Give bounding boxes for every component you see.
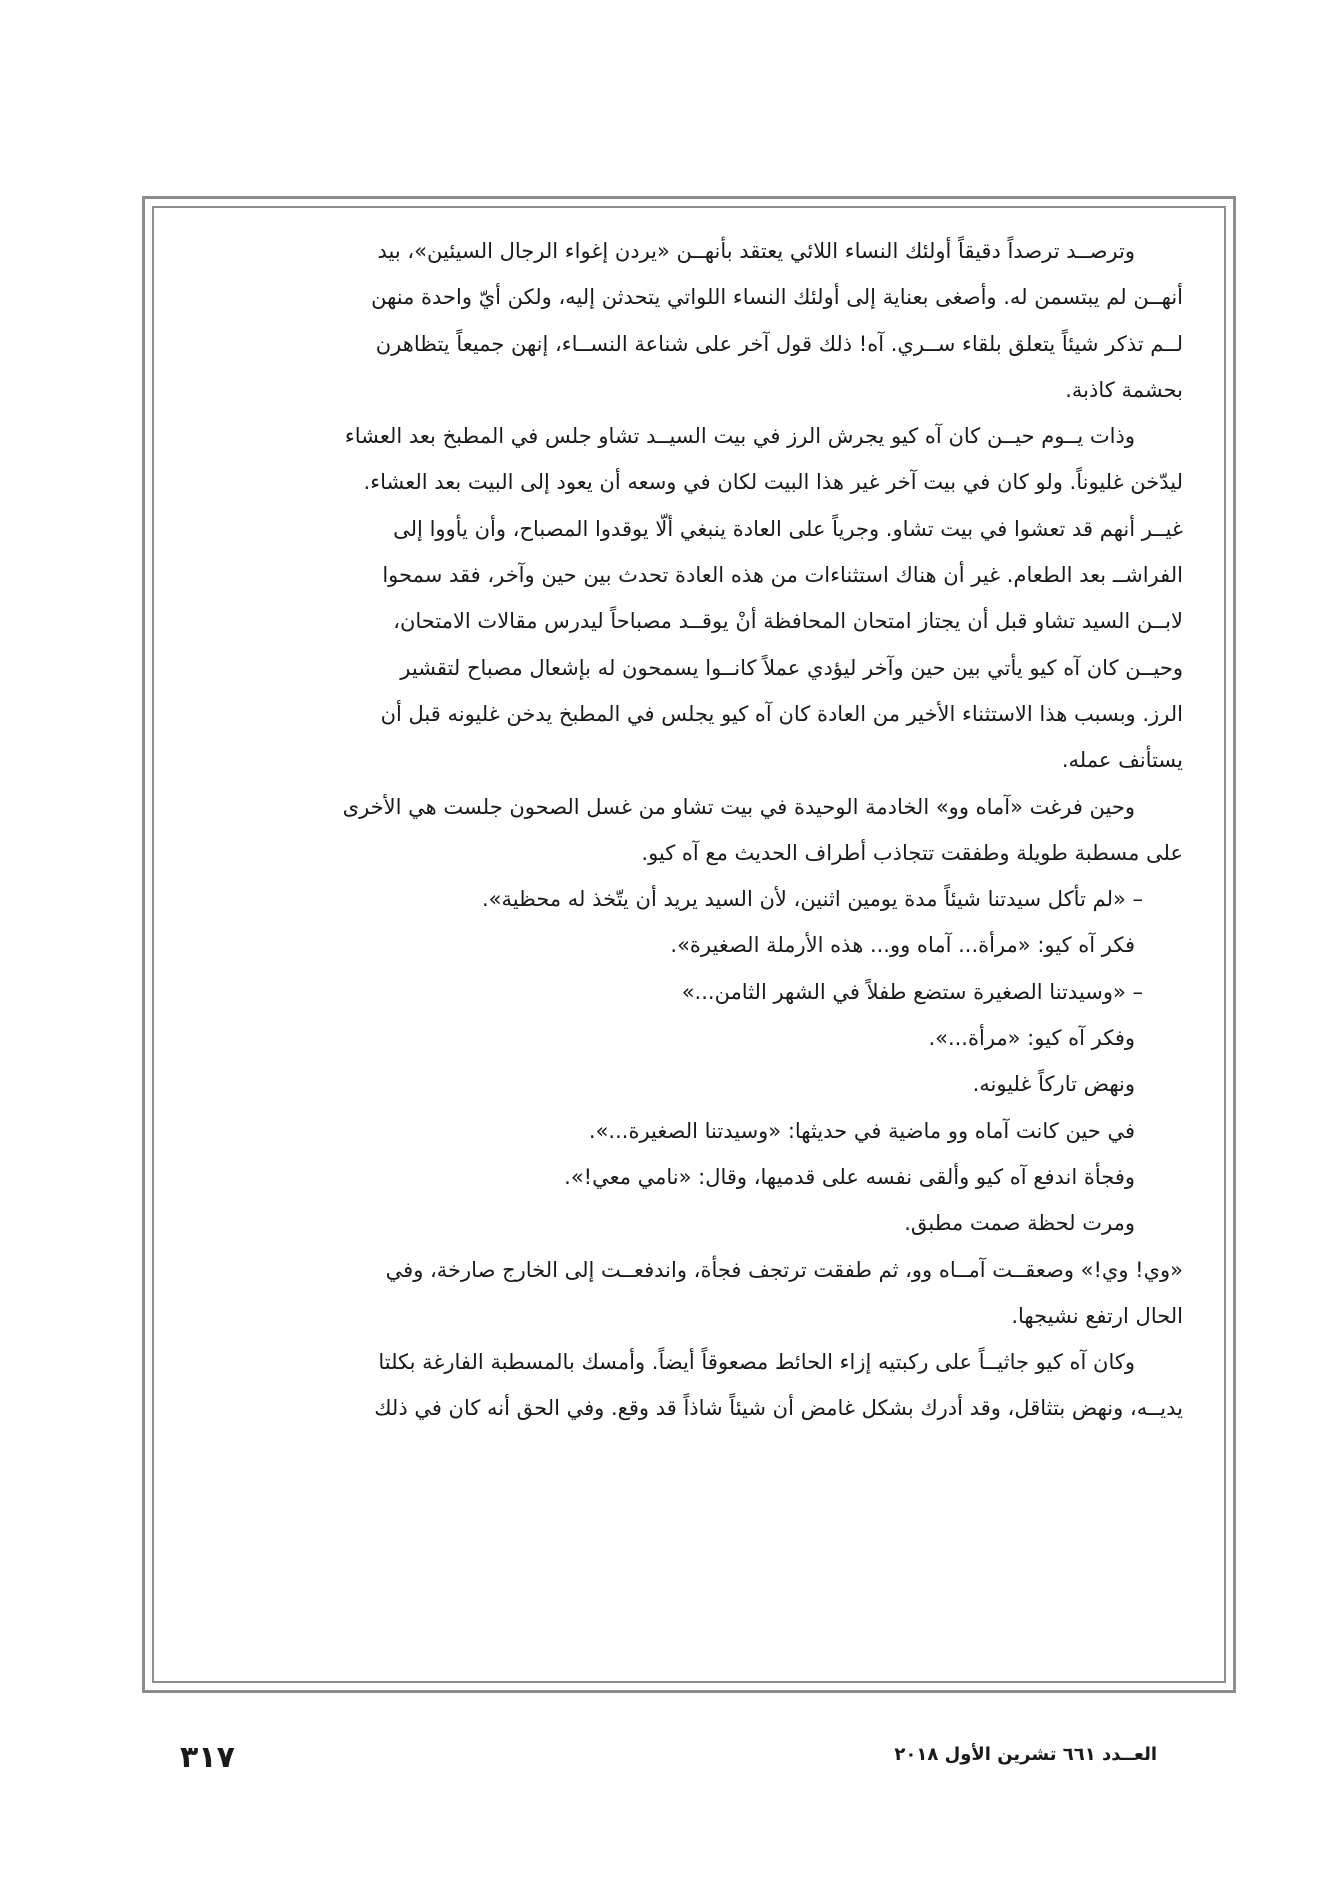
text-line: وذات يــوم حيــن كان آه كيو يجرش الرز في بيت السيــد تشاو جلس في المطبخ بعد العشاء	[344, 424, 1135, 449]
text-line: وفجأة اندفع آه كيو وألقى نفسه على قدميها، وقال: «نامي معي!».	[564, 1164, 1135, 1189]
text-line: وكان آه كيو جاثيــاً على ركبتيه إزاء الحائط مصعوقاً أيضاً. وأمسك بالمسطبة الفارغة بكلتا	[378, 1350, 1135, 1375]
text-line: بحشمة كاذبة.	[1065, 377, 1183, 402]
text-line: ومرت لحظة صمت مطبق.	[904, 1211, 1135, 1236]
text-line: – «لم تأكل سيدتنا شيئاً مدة يومين اثنين، لأن السيد يريد أن يتّخذ له محظية».	[481, 887, 1143, 912]
text-line: الفراشــ بعد الطعام. غير أن هناك استثناءات من هذه العادة تحدث بين حين وآخر، فقد سمحوا	[382, 563, 1183, 588]
text-line: على مسطبة طويلة وطفقت تتجاذب أطراف الحديث مع آه كيو.	[641, 840, 1183, 865]
text-line: غيــر أنهم قد تعشوا في بيت تشاو. وجرياً على العادة ينبغي ألّا يوقدوا المصباح، وأن يأووا إلى	[393, 516, 1183, 541]
text-line: ونهض تاركاً غليونه.	[972, 1072, 1135, 1097]
text-line: يديــه، ونهض بتثاقل، وقد أدرك بشكل غامض أن شيئاً شاذاً قد وقع. وفي الحق أنه كان في ذلك	[374, 1396, 1183, 1421]
issue-info: العــدد ٦٦١ تشرين الأول ٢٠١٨	[894, 1744, 1157, 1765]
text-line: لــم تذكر شيئاً يتعلق بلقاء ســري. آه! ذلك قول آخر على شناعة النســاء، إنهن جميعاً يتظاهرن	[375, 331, 1183, 356]
text-line: وحين فرغت «آماه وو» الخادمة الوحيدة في بيت تشاو من غسل الصحون جلست هي الأخرى	[342, 794, 1135, 819]
text-line: فكر آه كيو: «مرأة... آماه وو... هذه الأرملة الصغيرة».	[670, 933, 1135, 958]
story-text	[195, 228, 1183, 1432]
text-line: أنهــن لم يبتسمن له. وأصغى بعناية إلى أولئك النساء اللواتي يتحدثن إليه، ولكن أيّ واحدة منهن	[371, 285, 1183, 310]
text-line: الرز. وبسبب هذا الاستثناء الأخير من العادة كان آه كيو يجلس في المطبخ يدخن غليونه قبل أن	[380, 701, 1183, 726]
text-line: – «وسيدتنا الصغيرة ستضع طفلاً في الشهر الثامن...»	[681, 979, 1143, 1004]
text-line: في حين كانت آماه وو ماضية في حديثها: «وسيدتنا الصغيرة...».	[588, 1118, 1135, 1143]
text-line: وترصــد ترصداً دقيقاً أولئك النساء اللائي يعتقد بأنهــن «يردن إغواء الرجال السيئين»، بيد	[377, 239, 1135, 263]
text-line: وفكر آه كيو: «مرأة...».	[928, 1026, 1135, 1051]
text-line: «وي! وي!» وصعقــت آمــاه وو، ثم طفقت ترتجف فجأة، واندفعــت إلى الخارج صارخة، وفي	[385, 1257, 1183, 1282]
text-line: وحيــن كان آه كيو يأتي بين حين وآخر ليؤدي عملاً كانــوا يسمحون له بإشعال مصباح لتقشير	[400, 655, 1183, 680]
text-line: يستأنف عمله.	[1061, 748, 1183, 773]
text-line: لابــن السيد تشاو قبل أن يجتاز امتحان المحافظة أنْ يوقــد مصباحاً ليدرس مقالات الامتحان،	[393, 609, 1183, 634]
text-line: الحال ارتفع نشيجها.	[1011, 1303, 1183, 1328]
text-line: ليدّخن غليوناً. ولو كان في بيت آخر غير هذا البيت لكان في وسعه أن يعود إلى البيت بعد العشاء.	[363, 470, 1183, 495]
page-number: ٣١٧	[180, 1740, 235, 1775]
